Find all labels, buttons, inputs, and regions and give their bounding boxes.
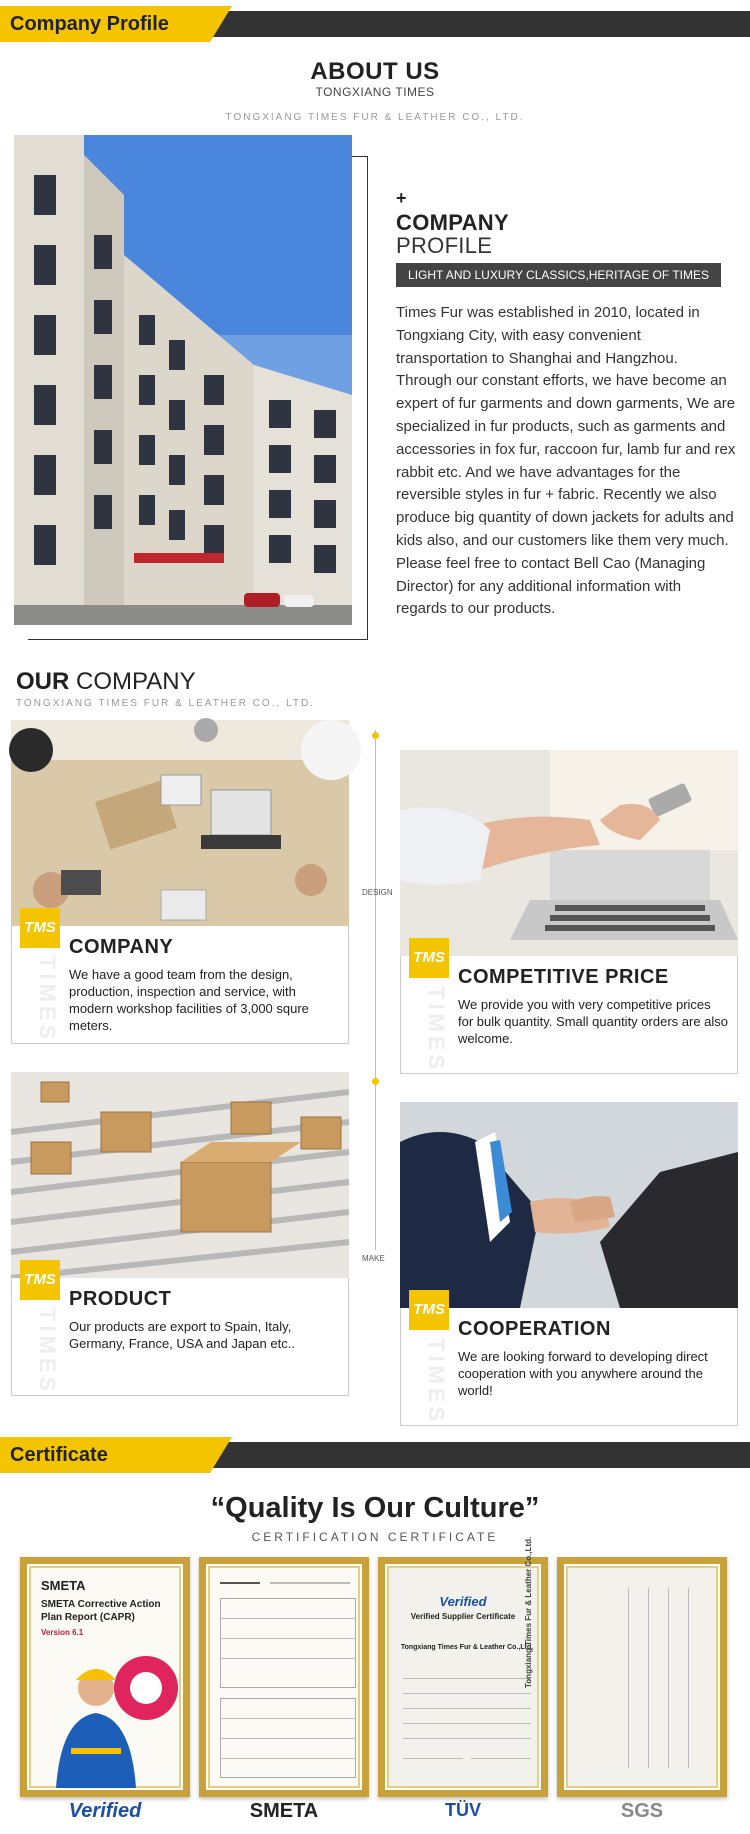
form-line bbox=[403, 1723, 531, 1724]
smeta-version: Version 6.1 bbox=[41, 1628, 84, 1637]
form-line bbox=[220, 1618, 356, 1619]
building-photo bbox=[14, 135, 352, 625]
form-line bbox=[648, 1588, 649, 1768]
timeline-dot bbox=[372, 1078, 379, 1085]
form-line bbox=[403, 1738, 531, 1739]
our-company-title-light: COMPANY bbox=[69, 668, 196, 695]
form-line bbox=[270, 1582, 350, 1584]
card-body bbox=[400, 949, 738, 1074]
certificate-smeta-capr bbox=[20, 1557, 190, 1797]
form-line bbox=[688, 1588, 689, 1768]
our-company-subtitle: TONGXIANG TIMES FUR & LEATHER CO., LTD. bbox=[16, 698, 315, 709]
company-profile-banner bbox=[0, 6, 750, 42]
about-title: ABOUT US bbox=[310, 58, 440, 85]
card-body bbox=[400, 1301, 738, 1426]
form-line bbox=[220, 1738, 356, 1739]
laptop-photo bbox=[400, 750, 738, 956]
certificate-smeta-form bbox=[199, 1557, 369, 1797]
sgs-logo: SGS bbox=[620, 1800, 664, 1822]
timeline-dot bbox=[372, 732, 379, 739]
certificate-paper bbox=[29, 1566, 181, 1788]
card-description: We are looking forward to developing direct cooperation with you anywhere around the world! bbox=[458, 1349, 708, 1398]
card-cooperation bbox=[400, 1102, 738, 1426]
plus-mark: + bbox=[396, 188, 407, 208]
form-line bbox=[628, 1588, 629, 1768]
company-profile-subtitle: PROFILE bbox=[396, 233, 493, 258]
form-line bbox=[471, 1758, 531, 1759]
handshake-photo bbox=[400, 1102, 738, 1308]
verified-title: Verified Supplier Certificate bbox=[410, 1612, 516, 1621]
worker-illustration bbox=[31, 1648, 187, 1788]
tms-logo: TMS bbox=[409, 1290, 449, 1330]
certificate-banner bbox=[0, 1437, 750, 1473]
card-title: COOPERATION bbox=[458, 1318, 611, 1340]
card-title: COMPETITIVE PRICE bbox=[458, 966, 669, 988]
banner-title: Certificate bbox=[10, 1444, 108, 1466]
smeta-report-title: SMETA Corrective Action Plan Report (CAPR) bbox=[41, 1599, 161, 1623]
timeline-label-design: DESIGN bbox=[362, 888, 393, 897]
boxes-photo bbox=[11, 1072, 349, 1278]
verified-brand: Verified bbox=[439, 1594, 487, 1609]
times-watermark: TIMES bbox=[424, 986, 449, 1074]
times-watermark: TIMES bbox=[424, 1338, 449, 1426]
tms-logo: TMS bbox=[20, 1260, 60, 1300]
form-line bbox=[668, 1588, 669, 1768]
form-line bbox=[220, 1638, 356, 1639]
form-line bbox=[403, 1758, 463, 1759]
timeline-label-make: MAKE bbox=[362, 1254, 385, 1263]
form-line bbox=[403, 1678, 531, 1679]
profile-description: Times Fur was established in 2010, located in Tongxiang City, with easy convenient transportation to Shanghai and Hangzhou. Through our constant efforts, we have become an expert of fur garments and down garments, We are specialized in fur products, such as garments and accessories in fox fur, raccoon fur, lamb fur and rex rabbit etc. And we have advantages for the reversible styles in fur + fabric. Recently we also produce big quantity of down jackets for adults and kids also, and our customers like them very much. Please feel free to contact Bell Cao (Managing Director) for any additional information with regards to our products. bbox=[396, 304, 736, 618]
certificate-verified-rotated bbox=[524, 1536, 727, 1797]
times-watermark: TIMES bbox=[35, 1308, 60, 1396]
card-company bbox=[11, 720, 349, 1044]
form-line bbox=[220, 1718, 356, 1719]
certification-subtitle: CERTIFICATION CERTIFICATE bbox=[251, 1530, 499, 1544]
card-body bbox=[11, 1271, 349, 1396]
card-description: We have a good team from the design, production, inspection and service, with modern workshop facilities of 3,000 squre meters. bbox=[69, 967, 309, 1033]
form-line bbox=[403, 1708, 531, 1709]
form-line bbox=[403, 1693, 531, 1694]
company-profile-title: COMPANY bbox=[396, 210, 509, 235]
tms-logo: TMS bbox=[409, 938, 449, 978]
verified-company: Tongxiang Times Fur & Leather Co.,Ltd. bbox=[400, 1644, 534, 1651]
timeline-line bbox=[375, 730, 376, 1250]
certificate-verified-supplier bbox=[378, 1557, 548, 1797]
card-description: Our products are export to Spain, Italy, Germany, France, USA and Japan etc.. bbox=[69, 1319, 295, 1351]
verified-logo: Verified bbox=[68, 1800, 142, 1822]
our-company-title bbox=[16, 668, 196, 696]
certificate-paper bbox=[387, 1566, 539, 1788]
rotated-verified-company: Tongxiang Times Fur & Leather Co.,Ltd. bbox=[524, 1536, 533, 1688]
form-line bbox=[220, 1758, 356, 1759]
quality-quote: “Quality Is Our Culture” bbox=[210, 1492, 540, 1524]
tuv-logo: TÜV bbox=[445, 1800, 481, 1820]
card-competitive-price bbox=[400, 750, 738, 1074]
smeta-logo: SMETA bbox=[249, 1800, 319, 1822]
form-line bbox=[220, 1582, 260, 1584]
about-company-line: TONGXIANG TIMES FUR & LEATHER CO., LTD. bbox=[225, 112, 525, 123]
banner-title: Company Profile bbox=[10, 13, 169, 35]
form-line bbox=[220, 1658, 356, 1659]
meeting-photo bbox=[11, 720, 349, 926]
times-watermark: TIMES bbox=[35, 956, 60, 1044]
card-title: COMPANY bbox=[69, 936, 174, 958]
tms-logo: TMS bbox=[20, 908, 60, 948]
card-body bbox=[11, 919, 349, 1044]
card-product bbox=[11, 1072, 349, 1396]
slogan-badge: LIGHT AND LUXURY CLASSICS,HERITAGE OF TIMES bbox=[396, 263, 721, 287]
certificate-paper bbox=[208, 1566, 360, 1788]
card-description: We provide you with very competitive prices for bulk quantity. Small quantity orders are also welcome. bbox=[458, 997, 729, 1046]
form-table bbox=[220, 1598, 356, 1688]
smeta-brand: SMETA bbox=[41, 1578, 86, 1593]
certificate-paper bbox=[524, 1536, 718, 1788]
card-title: PRODUCT bbox=[69, 1288, 172, 1310]
our-company-title-bold: OUR bbox=[16, 668, 70, 695]
about-subtitle: TONGXIANG TIMES bbox=[315, 85, 435, 99]
